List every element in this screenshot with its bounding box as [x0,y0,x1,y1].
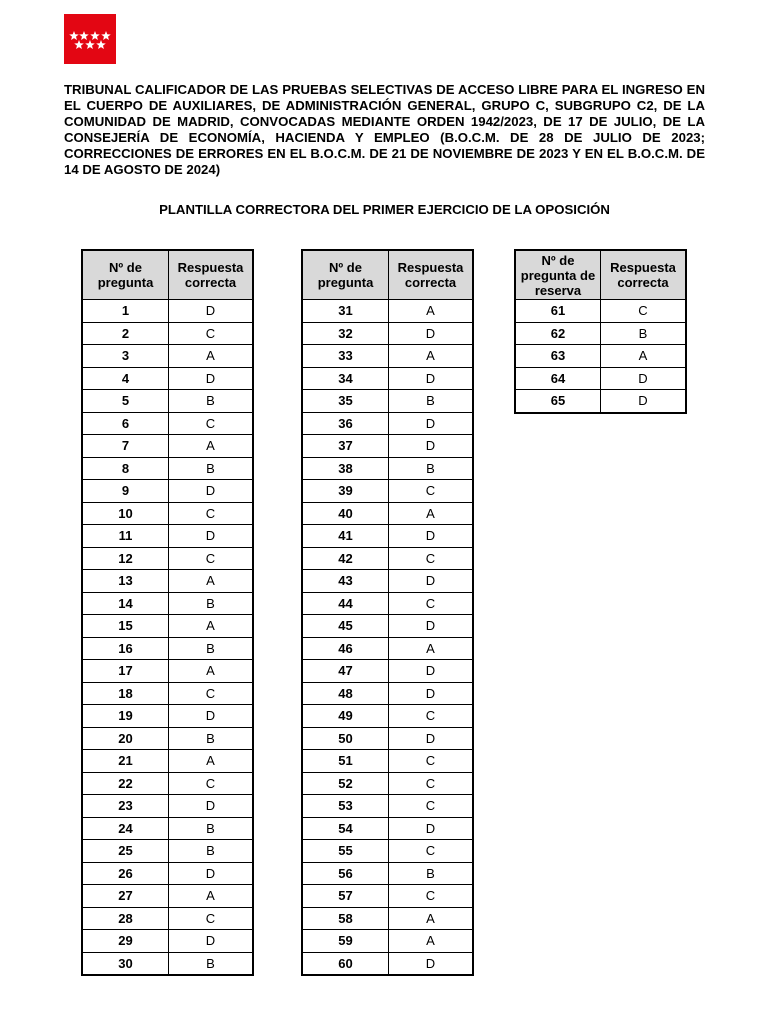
correct-answer: B [389,862,474,885]
correct-answer: C [389,885,474,908]
table-row [82,367,253,390]
question-number: 39 [302,480,389,503]
correct-answer: C [169,547,254,570]
table-row [82,705,253,728]
table-row [82,952,253,975]
question-number: 6 [82,412,169,435]
correct-answer: C [169,907,254,930]
correct-answer: A [389,502,474,525]
table-row [82,660,253,683]
table-row [302,525,473,548]
table-row [302,817,473,840]
question-number: 58 [302,907,389,930]
comunidad-de-madrid-logo [64,14,116,64]
correct-answer: D [389,412,474,435]
document-title: TRIBUNAL CALIFICADOR DE LAS PRUEBAS SELECTIVAS DE ACCESO LIBRE PARA EL INGRESO EN EL CUERPO DE AUXILIARES, DE ADMINISTRACIÓN GENERAL, GRUPO C, SUBGRUPO C2, DE LA COMUNIDAD DE MADRID, CONVOCADAS MEDIANTE ORDEN 1942/2023, DE 17 DE JULIO, DE LA CONSEJERÍA DE ECONOMÍA, HACIENDA Y EMPLEO (B.O.C.M. DE 28 DE JULIO DE 2023; CORRECCIONES DE ERRORES EN EL B.O.C.M. DE 21 DE NOVIEMBRE DE 2023 Y EN EL B.O.C.M. DE 14 DE AGOSTO DE 2024) [64,82,705,177]
question-number: 5 [82,390,169,413]
correct-answer: D [389,660,474,683]
question-number: 7 [82,435,169,458]
table-row [82,840,253,863]
table-row [302,727,473,750]
table-row [302,300,473,323]
header-question-number: Nº de pregunta [82,250,169,300]
table-row [302,390,473,413]
question-number: 2 [82,322,169,345]
correct-answer: C [169,502,254,525]
table-row [302,615,473,638]
correct-answer: A [169,345,254,368]
star-icon [79,31,89,40]
table-row [302,412,473,435]
star-icon [85,40,95,49]
correct-answer: D [169,480,254,503]
table-row [302,885,473,908]
table-row [302,930,473,953]
correct-answer: C [601,300,687,323]
question-number: 59 [302,930,389,953]
question-number: 11 [82,525,169,548]
correct-answer: D [389,435,474,458]
question-number: 19 [82,705,169,728]
star-icon [96,40,106,49]
table-row [302,322,473,345]
question-number: 28 [82,907,169,930]
table-row [82,525,253,548]
star-icon [101,31,111,40]
question-number: 13 [82,570,169,593]
question-number: 24 [82,817,169,840]
table-row [82,817,253,840]
correct-answer: B [389,390,474,413]
header-correct-answer: Respuesta correcta [169,250,254,300]
question-number: 18 [82,682,169,705]
question-number: 42 [302,547,389,570]
table-row [302,795,473,818]
correct-answer: A [601,345,687,368]
question-number: 33 [302,345,389,368]
question-number: 54 [302,817,389,840]
correct-answer: D [389,817,474,840]
question-number: 63 [515,345,601,368]
correct-answer: D [601,367,687,390]
table-row [302,435,473,458]
table-row [302,682,473,705]
table-row [82,390,253,413]
table-row [82,502,253,525]
question-number: 44 [302,592,389,615]
table-row [302,367,473,390]
correct-answer: A [169,750,254,773]
question-number: 65 [515,390,601,413]
header-correct-answer: Respuesta correcta [389,250,474,300]
table-row [82,322,253,345]
table-row [302,457,473,480]
question-number: 41 [302,525,389,548]
question-number: 35 [302,390,389,413]
table-row [302,345,473,368]
correct-answer: A [389,300,474,323]
correct-answer: D [389,570,474,593]
table-row [82,772,253,795]
question-number: 57 [302,885,389,908]
table-row [82,592,253,615]
correct-answer: C [389,750,474,773]
table-row [82,300,253,323]
question-number: 40 [302,502,389,525]
table-row [515,300,686,323]
correct-answer: D [169,930,254,953]
question-number: 45 [302,615,389,638]
correct-answer: C [169,682,254,705]
table-row [302,570,473,593]
correct-answer: B [169,817,254,840]
question-number: 37 [302,435,389,458]
question-number: 27 [82,885,169,908]
table-row [82,795,253,818]
question-number: 20 [82,727,169,750]
correct-answer: B [169,457,254,480]
question-number: 4 [82,367,169,390]
correct-answer: A [389,637,474,660]
question-number: 21 [82,750,169,773]
correct-answer: D [389,682,474,705]
table-row [515,367,686,390]
correct-answer: A [389,930,474,953]
question-number: 49 [302,705,389,728]
question-number: 16 [82,637,169,660]
correct-answer: A [389,907,474,930]
document-subtitle: PLANTILLA CORRECTORA DEL PRIMER EJERCICIO DE LA OPOSICIÓN [159,202,610,217]
question-number: 29 [82,930,169,953]
correct-answer: A [389,345,474,368]
question-number: 34 [302,367,389,390]
table-row [302,705,473,728]
question-number: 51 [302,750,389,773]
correct-answer: D [601,390,687,413]
question-number: 12 [82,547,169,570]
table-row [302,952,473,975]
correct-answer: B [169,390,254,413]
correct-answer: B [389,457,474,480]
question-number: 52 [302,772,389,795]
question-number: 38 [302,457,389,480]
question-number: 64 [515,367,601,390]
stars-icon [64,14,116,64]
table-row [82,435,253,458]
correct-answer: A [169,885,254,908]
table-row [82,480,253,503]
question-number: 50 [302,727,389,750]
question-number: 56 [302,862,389,885]
star-icon [69,31,79,40]
correct-answer: B [169,727,254,750]
table-row [302,592,473,615]
question-number: 62 [515,322,601,345]
table-row [515,390,686,413]
correct-answer: C [389,480,474,503]
star-icon [90,31,100,40]
table-row [302,750,473,773]
correct-answer: C [169,322,254,345]
question-number: 55 [302,840,389,863]
correct-answer: D [169,300,254,323]
correct-answer: C [389,840,474,863]
table-row [82,412,253,435]
star-icon [74,40,84,49]
correct-answer: B [169,637,254,660]
correct-answer: D [389,952,474,975]
correct-answer: B [169,952,254,975]
question-number: 9 [82,480,169,503]
answers-table-2 [301,249,474,976]
table-row [302,660,473,683]
table-row [82,637,253,660]
question-number: 61 [515,300,601,323]
correct-answer: C [169,772,254,795]
question-number: 53 [302,795,389,818]
table-row [82,862,253,885]
question-number: 15 [82,615,169,638]
header-question-number: Nº de pregunta [302,250,389,300]
correct-answer: A [169,435,254,458]
table-row [82,930,253,953]
question-number: 23 [82,795,169,818]
correct-answer: D [169,367,254,390]
correct-answer: A [169,570,254,593]
question-number: 48 [302,682,389,705]
question-number: 10 [82,502,169,525]
correct-answer: A [169,660,254,683]
correct-answer: A [169,615,254,638]
question-number: 1 [82,300,169,323]
table-row [82,345,253,368]
correct-answer: C [169,412,254,435]
correct-answer: D [389,727,474,750]
correct-answer: D [389,322,474,345]
reserve-answers-table [514,249,687,414]
correct-answer: D [169,525,254,548]
correct-answer: B [169,840,254,863]
correct-answer: B [169,592,254,615]
table-row [82,682,253,705]
question-number: 32 [302,322,389,345]
answers-table-1 [81,249,254,976]
table-row [82,727,253,750]
correct-answer: C [389,795,474,818]
table-row [302,502,473,525]
table-row [82,615,253,638]
question-number: 14 [82,592,169,615]
table-row [82,907,253,930]
correct-answer: C [389,547,474,570]
question-number: 3 [82,345,169,368]
table-row [302,480,473,503]
question-number: 31 [302,300,389,323]
table-row [302,907,473,930]
question-number: 17 [82,660,169,683]
table-row [82,750,253,773]
table-row [82,885,253,908]
header-reserve-question-number: Nº de pregunta de reserva [515,250,601,300]
question-number: 60 [302,952,389,975]
table-row [82,457,253,480]
question-number: 8 [82,457,169,480]
table-row [302,637,473,660]
question-number: 36 [302,412,389,435]
correct-answer: D [169,862,254,885]
correct-answer: D [389,615,474,638]
question-number: 25 [82,840,169,863]
table-row [82,570,253,593]
table-row [302,547,473,570]
table-row [515,345,686,368]
correct-answer: D [169,795,254,818]
table-row [302,862,473,885]
table-row [302,840,473,863]
correct-answer: C [389,772,474,795]
question-number: 43 [302,570,389,593]
correct-answer: D [389,367,474,390]
table-row [515,322,686,345]
correct-answer: D [389,525,474,548]
question-number: 47 [302,660,389,683]
table-row [302,772,473,795]
header-correct-answer: Respuesta correcta [601,250,687,300]
correct-answer: C [389,592,474,615]
correct-answer: B [601,322,687,345]
question-number: 46 [302,637,389,660]
question-number: 30 [82,952,169,975]
table-row [82,547,253,570]
question-number: 26 [82,862,169,885]
correct-answer: D [169,705,254,728]
correct-answer: C [389,705,474,728]
question-number: 22 [82,772,169,795]
